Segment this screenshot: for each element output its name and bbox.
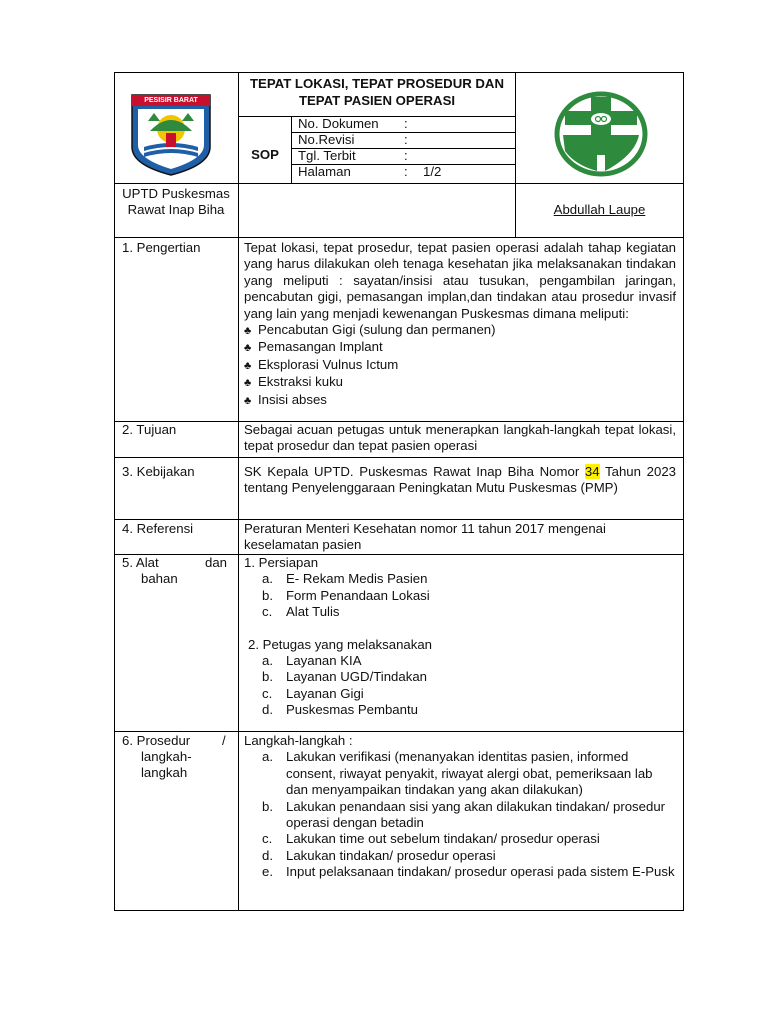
club-bullet-icon: ♣ — [244, 377, 252, 390]
row-divider — [114, 731, 684, 732]
steps-intro: Langkah-langkah : — [244, 733, 353, 748]
meta-label: No.Revisi — [298, 132, 355, 147]
column-divider — [291, 116, 292, 183]
item-marker: d. — [262, 847, 273, 863]
item-marker: b. — [262, 669, 273, 685]
section-body-prosedur — [244, 733, 678, 881]
club-bullet-icon: ♣ — [244, 394, 252, 407]
item-text: Layanan Gigi — [286, 685, 364, 701]
list-item — [244, 653, 676, 669]
kebijakan-text: Tahun 2023 tentang Penyelenggaraan Peningkatan Mutu Puskesmas (PMP) — [244, 464, 677, 496]
meta-separator: : — [404, 164, 408, 179]
meta-separator: : — [404, 132, 408, 147]
bullet-text: Pencabutan Gigi (sulung dan permanen) — [258, 322, 496, 338]
meta-separator: : — [404, 148, 408, 163]
table-border-top — [114, 72, 684, 73]
section-label-alat-bahan: bahan — [141, 571, 178, 586]
list-item — [244, 604, 676, 620]
item-text: Form Penandaan Lokasi — [286, 587, 430, 603]
club-bullet-icon: ♣ — [244, 359, 252, 372]
list-item — [244, 374, 676, 391]
section-label-alat-dan: dan — [205, 555, 228, 570]
club-bullet-icon: ♣ — [244, 342, 252, 355]
bullet-text: Pemasangan Implant — [258, 339, 383, 355]
meta-label: Halaman — [298, 164, 351, 179]
list-item — [244, 702, 676, 718]
pengertian-paragraph: Tepat lokasi, tepat prosedur, tepat pasien operasi adalah tahap kegiatan yang harus dilakukan oleh tenaga kesehatan jika melaksanakan tindakan yang meliputi : sayatan/insisi atau tusukan, pengambilan jaringan, pencabutan gigi, pemasangan implan,dan tindakan atau prosedur invasif yang lain yang menjadi kewenangan Puskesmas dimana meliputi: — [244, 240, 676, 321]
item-marker: a. — [262, 749, 273, 765]
list-item — [244, 571, 676, 587]
group-title: 2. Petugas yang melaksanakan — [248, 636, 433, 652]
item-text: Lakukan tindakan/ prosedur operasi — [286, 847, 496, 863]
item-marker: b. — [262, 798, 273, 814]
list-item — [262, 864, 678, 880]
list-item — [244, 588, 676, 604]
section-label-kebijakan: 3. Kebijakan — [122, 464, 195, 479]
item-marker: c. — [262, 831, 273, 847]
document-title: TEPAT LOKASI, TEPAT PROSEDUR DAN TEPAT PASIEN OPERASI — [250, 76, 504, 108]
meta-value: 1/2 — [423, 164, 442, 179]
sop-label: SOP — [251, 147, 279, 162]
section-body-tujuan: Sebagai acuan petugas untuk menerapkan langkah-langkah tepat lokasi, tepat prosedur dan tepat pasien operasi — [244, 422, 676, 454]
item-text: Layanan UGD/Tindakan — [286, 669, 427, 685]
item-text: Lakukan verifikasi (menanyakan identitas pasien, informed consent, riwayat penyakit, riwayat alergi obat, pemeriksaan lab dan menyampaikan tindakan yang akan dilakukan) — [286, 749, 653, 798]
section-label-referensi: 4. Referensi — [122, 521, 194, 536]
section-label-tujuan: 2. Tujuan — [122, 422, 177, 437]
column-divider — [238, 72, 239, 911]
row-divider — [114, 519, 684, 520]
item-marker: b. — [262, 587, 273, 603]
bullet-text: Eksplorasi Vulnus Ictum — [258, 356, 399, 372]
section-label-prosedur: 6. Prosedur — [122, 733, 191, 748]
section-label-alat: 5. Alat — [122, 555, 159, 570]
section-label-prosedur-slash: / — [222, 733, 226, 748]
item-text: Lakukan time out sebelum tindakan/ prosedur operasi — [286, 831, 600, 847]
meta-label: No. Dokumen — [298, 116, 379, 131]
section-label-pengertian: 1. Pengertian — [122, 240, 201, 255]
item-text: E- Rekam Medis Pasien — [286, 571, 428, 587]
puskesmas-cross-icon — [551, 91, 651, 177]
list-item — [244, 357, 676, 374]
bullet-text: Ekstraksi kuku — [258, 374, 344, 390]
section-body-referensi: Peraturan Menteri Kesehatan nomor 11 tahun 2017 mengenai keselamatan pasien — [244, 521, 606, 553]
section-label-langkah-2: langkah — [141, 765, 188, 780]
item-marker: e. — [262, 864, 273, 880]
item-text: Alat Tulis — [286, 604, 340, 620]
item-text: Input pelaksanaan tindakan/ prosedur operasi pada sistem E-Pusk — [286, 864, 675, 880]
item-text: Lakukan penandaan sisi yang akan dilakukan tindakan/ prosedur operasi dengan betadin — [286, 798, 666, 831]
item-marker: d. — [262, 702, 273, 718]
kebijakan-text: SK Kepala UPTD. Puskesmas Rawat Inap Biha Nomor — [244, 464, 585, 479]
item-text: Puskesmas Pembantu — [286, 702, 418, 718]
list-item — [244, 686, 676, 702]
row-divider — [114, 183, 684, 184]
logo-caption: PESISIR BARAT — [144, 97, 198, 104]
section-body-kebijakan — [244, 464, 676, 497]
signer-name: Abdullah Laupe — [553, 202, 646, 217]
item-marker: c. — [262, 604, 273, 620]
section-body-alat — [244, 555, 676, 719]
item-marker: c. — [262, 685, 273, 701]
list-item — [262, 749, 678, 798]
bullet-text: Insisi abses — [258, 391, 327, 407]
row-divider — [114, 237, 684, 238]
list-item — [244, 669, 676, 685]
list-item — [262, 848, 678, 864]
section-label-langkah: langkah- — [141, 749, 192, 764]
table-border-right — [683, 72, 684, 911]
item-marker: a. — [262, 571, 273, 587]
meta-separator: : — [404, 116, 408, 131]
item-text: Layanan KIA — [286, 653, 362, 669]
item-marker: a. — [262, 653, 273, 669]
list-item — [262, 799, 678, 832]
highlighted-number: 34 — [584, 464, 600, 479]
meta-label: Tgl. Terbit — [298, 148, 356, 163]
organization-name: UPTD Puskesmas Rawat Inap Biha — [122, 186, 230, 218]
section-body-pengertian — [244, 240, 676, 409]
list-item — [244, 339, 676, 356]
group-title: 1. Persiapan — [244, 555, 319, 570]
table-border-bottom — [114, 910, 684, 911]
puskesmas-logo — [551, 91, 651, 177]
list-item — [244, 322, 676, 339]
row-divider — [114, 457, 684, 458]
regency-logo — [128, 91, 214, 177]
list-item — [262, 831, 678, 847]
club-bullet-icon: ♣ — [244, 325, 252, 338]
list-item — [244, 392, 676, 409]
